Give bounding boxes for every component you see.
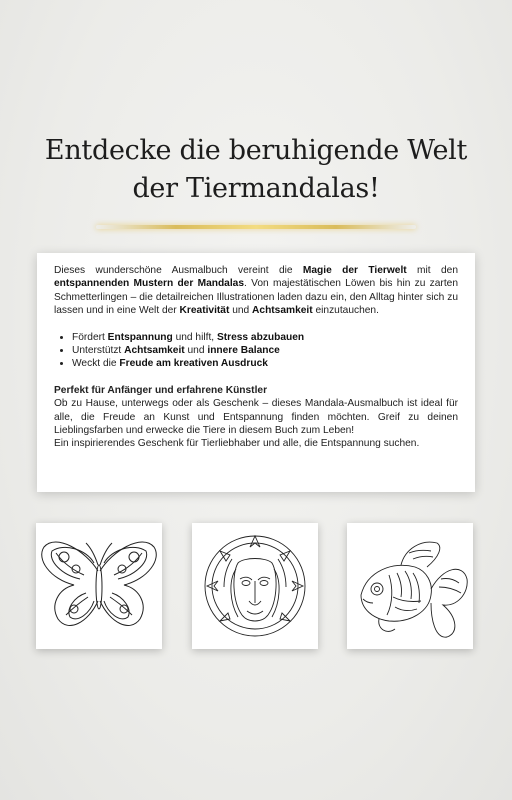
audience-text: Ob zu Hause, unterwegs oder als Geschenk – dieses Mandala-Ausmalbuch ist ideal für alle, die Freude an Kunst und Entspannung finden möchten. Greif zu deinen Lieblingsfarben und erwecke die Tiere in diesem Buch zum Leben! <box>54 398 458 437</box>
butterfly-icon <box>36 523 162 649</box>
description-card <box>37 253 475 492</box>
list-item: • Fördert Entspannung und hilft, Stress abzubauen <box>72 331 458 344</box>
fish-preview-image <box>347 523 473 649</box>
list-item: • Weckt die Freude am kreativen Ausdruck <box>72 357 458 370</box>
gold-divider <box>96 225 416 229</box>
audience-heading: Perfekt für Anfänger und erfahrene Künstler <box>54 384 268 396</box>
gift-text: Ein inspirierendes Geschenk für Tierliebhaber und alle, die Entspannung suchen. <box>54 438 420 450</box>
lion-preview-image <box>192 523 318 649</box>
title-line-1: Entdecke die beruhigende Welt <box>44 135 468 166</box>
page-title <box>0 132 512 208</box>
title-line-2: der Tiermandalas! <box>132 173 380 204</box>
list-item: • Unterstützt Achtsamkeit und innere Balance <box>72 344 458 357</box>
butterfly-preview-image <box>36 523 162 649</box>
fish-icon <box>347 523 473 649</box>
lion-icon <box>192 523 318 649</box>
intro-paragraph: Dieses wunderschöne Ausmalbuch vereint die Magie der Tierwelt mit den entspannenden Mustern der Mandalas. Von majestätischen Löwen bis hin zu zarten Schmetterlingen – die detailreichen Illustrationen laden dazu ein, den Alltag hinter sich zu lassen und in eine Welt der Kreativität und Achtsamkeit einzutauchen. <box>54 265 458 317</box>
benefits-list <box>54 331 458 371</box>
